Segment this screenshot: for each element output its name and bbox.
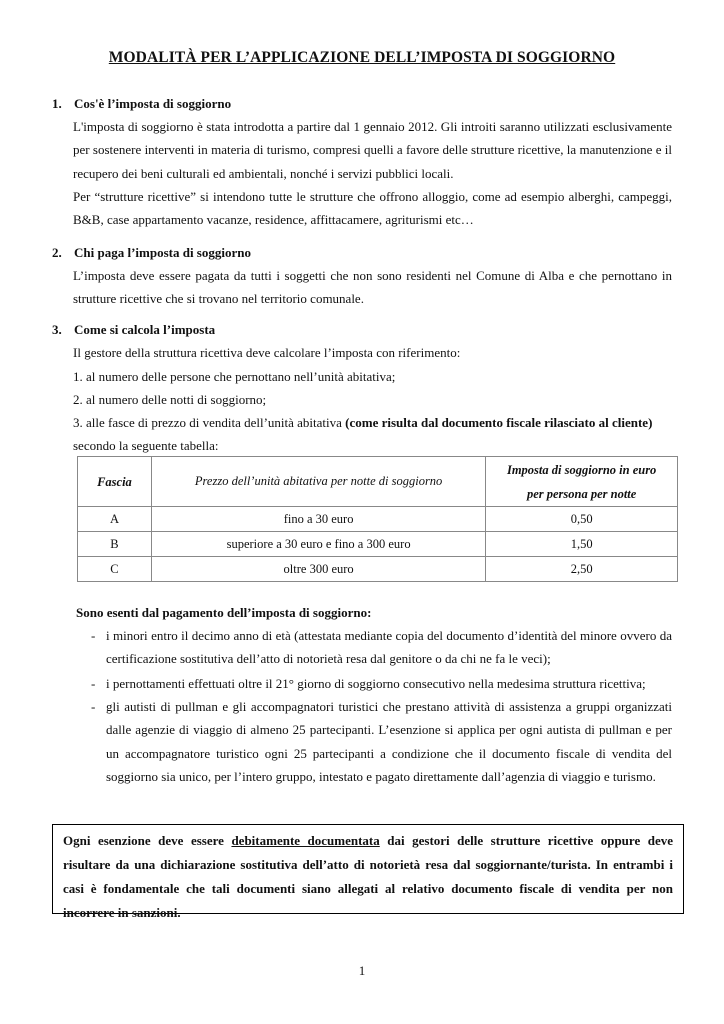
section-3-line-5: secondo la seguente tabella: — [73, 438, 219, 453]
exemption-item-text: i minori entro il decimo anno di età (attestata mediante copia del documento d’identità del minore ovvero da certificazione sostitutiva dell’atto di notorietà resa dal genitore o da chi ne fa le veci); — [106, 628, 672, 667]
section-1-heading — [52, 96, 231, 112]
cell-fascia: A — [78, 507, 152, 532]
section-1-paragraph-1: L'imposta di soggiorno è stata introdotta a partire dal 1 gennaio 2012. Gli introiti saranno utilizzati esclusivamente per sostenere interventi in materia di turismo, compresi quelli a favore delle strutture ricettive, la manutenzione e il recupero dei beni culturali ed ambientali, nonché i servizi pubblici locali. — [73, 119, 672, 181]
header-imposta-line-2: per persona per notte — [526, 486, 637, 501]
exemption-item-text: gli autisti di pullman e gli accompagnatori turistici che prestano attività di assistenza a gruppi organizzati dalle agenzie di viaggio di almeno 25 partecipanti. L’esenzione si applica per ogni autista di pullman e per un accompagnatore turistico ogni 25 partecipanti a condizione che il documento fiscale di vendita del soggiorno sia unico, per l’intero gruppo, intestato e pagato direttamente dall’agenzia di viaggio e turismo. — [106, 699, 672, 785]
table-row — [78, 507, 678, 532]
cell-imposta: 1,50 — [486, 532, 678, 557]
notice-line-2: risultare da una dichiarazione sostitutiva dell’atto di notorietà resa dal soggiornante/turista. In entrambi i — [63, 857, 673, 872]
section-3-line-4-emphasis: (come risulta dal documento fiscale rilasciato al cliente) — [345, 415, 653, 430]
section-1-number: 1. — [52, 96, 62, 111]
section-3-line-4 — [73, 415, 652, 431]
header-imposta — [486, 457, 678, 507]
exemption-item — [91, 624, 672, 671]
notice-text: dai gestori delle strutture ricettive oppure deve — [379, 833, 673, 848]
exemption-item — [91, 695, 672, 789]
cell-prezzo: oltre 300 euro — [151, 557, 485, 582]
notice-text: Ogni esenzione deve essere — [63, 833, 232, 848]
notice-line-3: casi è fondamentale che tali documenti siano allegati al relativo documento fiscale di vendita per non — [63, 881, 673, 896]
notice-line-4: incorrere in sanzioni. — [63, 905, 181, 920]
section-1-paragraph-2: Per “strutture ricettive” si intendono tutte le strutture che offrono alloggio, come ad esempio alberghi, campeggi, B&B, case appartamento vacanze, residence, affittacamere, agriturismi etc… — [73, 189, 672, 228]
section-3-line-3: 2. al numero delle notti di soggiorno; — [73, 392, 267, 407]
cell-prezzo: superiore a 30 euro e fino a 300 euro — [151, 532, 485, 557]
section-2-number: 2. — [52, 245, 62, 260]
bullet-dash: - — [91, 676, 96, 691]
cell-prezzo: fino a 30 euro — [151, 507, 485, 532]
exemptions-heading: Sono esenti dal pagamento dell’imposta di soggiorno: — [76, 605, 372, 620]
exemption-item — [91, 672, 672, 695]
document-title: MODALITÀ PER L’APPLICAZIONE DELL’IMPOSTA DI SOGGIORNO — [108, 49, 616, 66]
section-3-number: 3. — [52, 322, 62, 337]
section-3-heading — [52, 322, 215, 338]
header-prezzo: Prezzo dell’unità abitativa per notte di soggiorno — [151, 457, 485, 507]
cell-imposta: 0,50 — [486, 507, 678, 532]
notice-line-1 — [63, 829, 673, 853]
section-2-paragraph: L’imposta deve essere pagata da tutti i soggetti che non sono residenti nel Comune di Alba e che pernottano in strutture ricettive che si trovano nel territorio comunale. — [73, 268, 672, 307]
section-3-line-1: Il gestore della struttura ricettiva deve calcolare l’imposta con riferimento: — [73, 345, 461, 360]
notice-box — [52, 824, 684, 920]
section-3-line-4-text: 3. alle fasce di prezzo di vendita dell’unità abitativa — [73, 415, 346, 430]
section-3-title: Come si calcola l’imposta — [74, 322, 216, 337]
bullet-dash: - — [91, 628, 96, 643]
header-fascia: Fascia — [78, 457, 152, 507]
section-3-line-2: 1. al numero delle persone che pernottano nell’unità abitativa; — [73, 369, 396, 384]
cell-fascia: C — [78, 557, 152, 582]
exemption-item-text: i pernottamenti effettuati oltre il 21° giorno di soggiorno consecutivo nella medesima struttura ricettiva; — [106, 676, 646, 691]
cell-imposta: 2,50 — [486, 557, 678, 582]
header-imposta-line-1: Imposta di soggiorno in euro — [506, 462, 657, 477]
section-1-title: Cos'è l’imposta di soggiorno — [74, 96, 232, 111]
tariff-table — [77, 456, 678, 582]
notice-underlined-text: debitamente documentata — [231, 833, 380, 848]
cell-fascia: B — [78, 532, 152, 557]
section-2-heading — [52, 245, 251, 261]
bullet-dash: - — [91, 699, 96, 714]
section-2-title: Chi paga l’imposta di soggiorno — [74, 245, 251, 260]
table-row — [78, 557, 678, 582]
page-number: 1 — [358, 963, 366, 978]
table-row — [78, 532, 678, 557]
table-header-row — [78, 457, 678, 507]
